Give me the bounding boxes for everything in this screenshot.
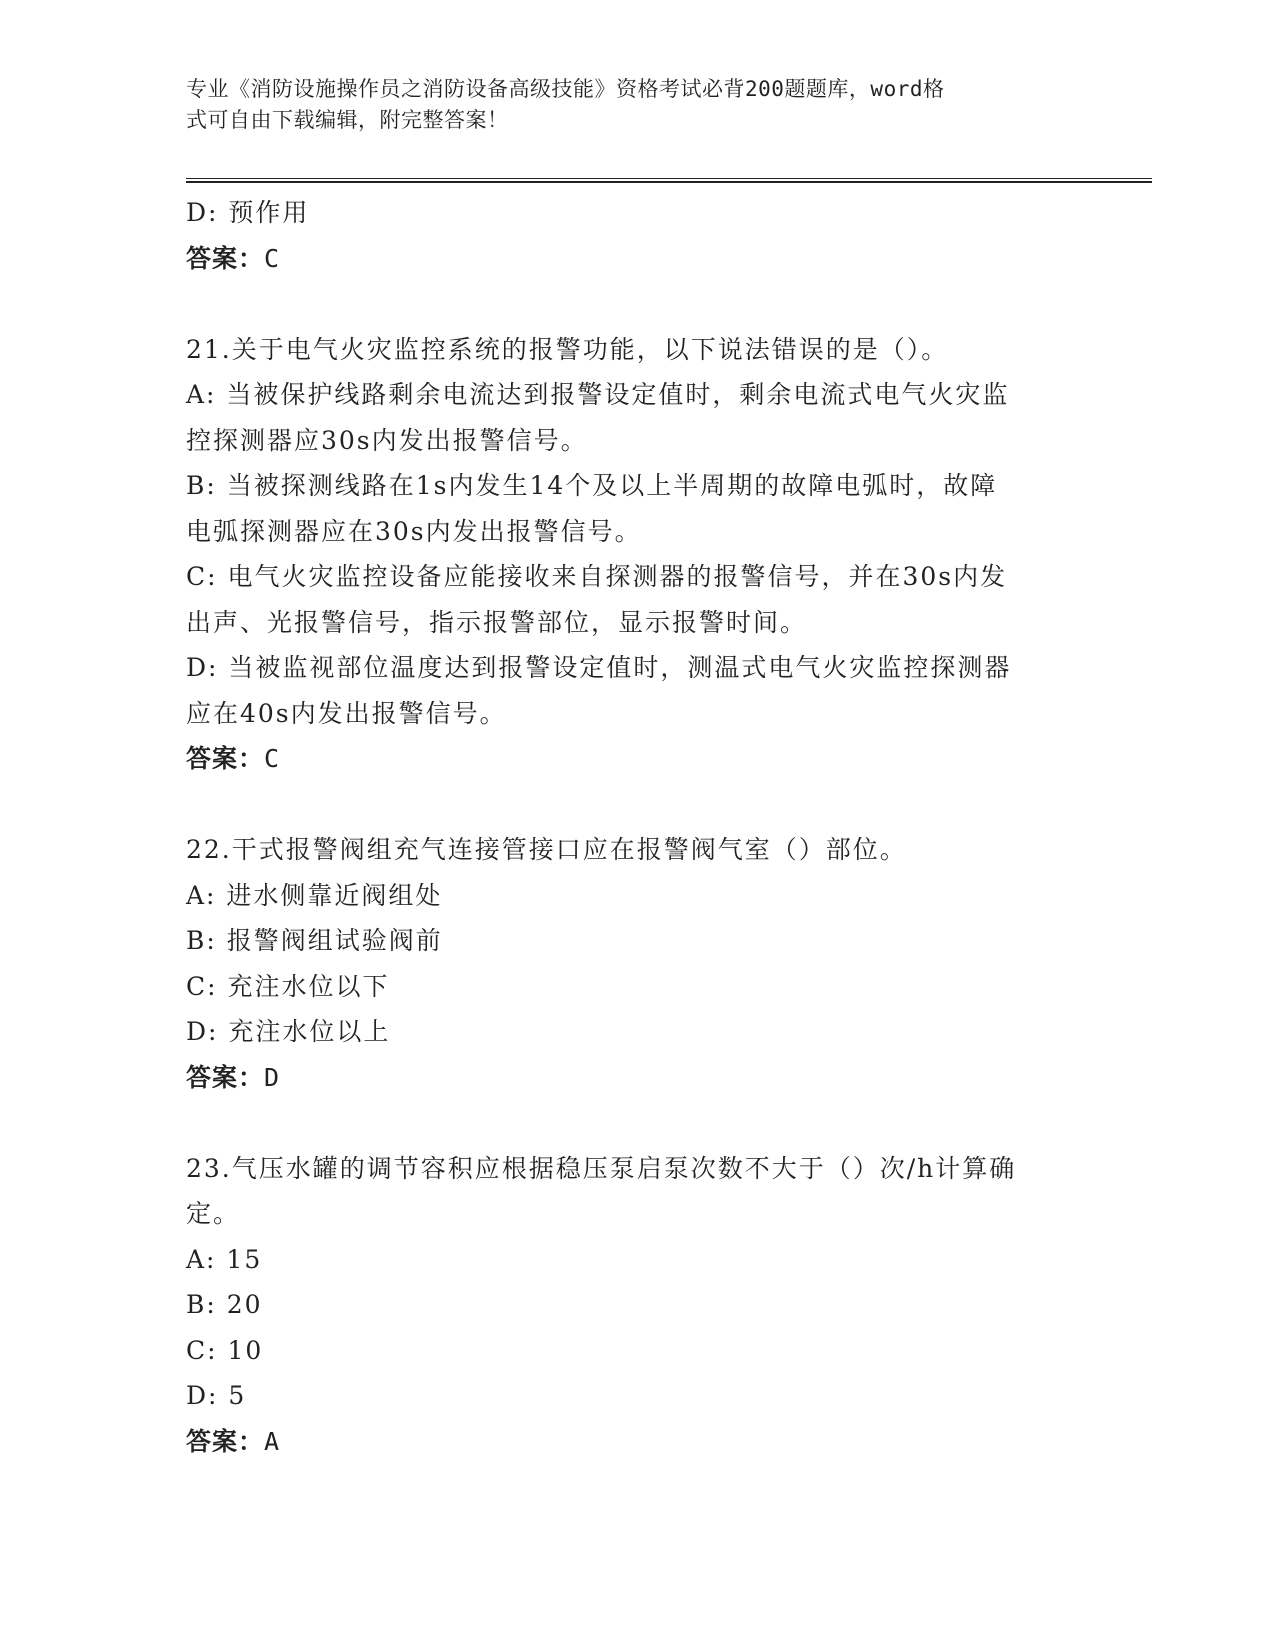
answer [186,736,1086,782]
answer [186,1055,1086,1101]
question-stem: 22.干式报警阀组充气连接管接口应在报警阀气室（）部位。 [186,835,907,864]
answer [186,1419,1086,1465]
spacer [186,1100,1086,1146]
question-stem-cont: 定。 [186,1199,241,1228]
option-d-cont: 应在40s内发出报警信号。 [186,698,507,728]
option-d: D: 当被监视部位温度达到报警设定值时，测温式电气火灾监控探测器 [186,653,1012,682]
spacer [186,782,1086,828]
question-stem: 23.气压水罐的调节容积应根据稳压泵启泵次数不大于（）次/h计算确 [186,1153,1017,1183]
header-line-1: 专业《消防设施操作员之消防设备高级技能》资格考试必背200题题库，word格 [186,77,945,101]
question-23 [186,1146,1086,1465]
answer-value: A [264,1426,281,1456]
prev-answer [186,236,1086,282]
option-b-cont: 电弧探测器应在30s内发出报警信号。 [186,516,642,546]
option-c: C: 充注水位以下 [186,971,390,1001]
option-a: A: 15 [186,1244,263,1274]
answer-label: 答案： [186,1426,265,1456]
question-stem: 21.关于电气火灾监控系统的报警功能，以下说法错误的是（）。 [186,334,949,364]
option-b: B: 20 [186,1290,263,1319]
header-divider-thick [186,181,1152,183]
answer-value: C [264,243,281,273]
option-d: D: 5 [186,1381,247,1410]
question-21 [186,327,1086,782]
answer-value: C [264,744,281,773]
option-a-cont: 控探测器应30s内发出报警信号。 [186,425,588,455]
question-content [186,190,1086,1464]
header-line-2: 式可自由下载编辑，附完整答案！ [186,108,509,132]
option-c: C: 电气火灾监控设备应能接收来自探测器的报警信号，并在30s内发 [186,562,1008,591]
option-a: A: 进水侧靠近阀组处 [186,880,443,910]
prev-option-d: D: 预作用 [186,198,310,227]
option-c: C: 10 [186,1335,264,1365]
option-c-cont: 出声、光报警信号，指示报警部位，显示报警时间。 [186,607,808,637]
question-22 [186,827,1086,1100]
spacer [186,281,1086,327]
option-b: B: 当被探测线路在1s内发生14个及以上半周期的故障电弧时，故障 [186,471,998,500]
option-b: B: 报警阀组试验阀前 [186,926,443,955]
answer-label: 答案： [186,744,265,773]
option-a: A: 当被保护线路剩余电流达到报警设定值时，剩余电流式电气火灾监 [186,380,1010,409]
answer-label: 答案： [186,243,265,273]
page-header [186,74,1066,136]
header-divider-thin [186,178,1152,179]
option-d: D: 充注水位以上 [186,1017,391,1046]
answer-value: D [264,1062,281,1092]
answer-label: 答案： [186,1062,265,1092]
